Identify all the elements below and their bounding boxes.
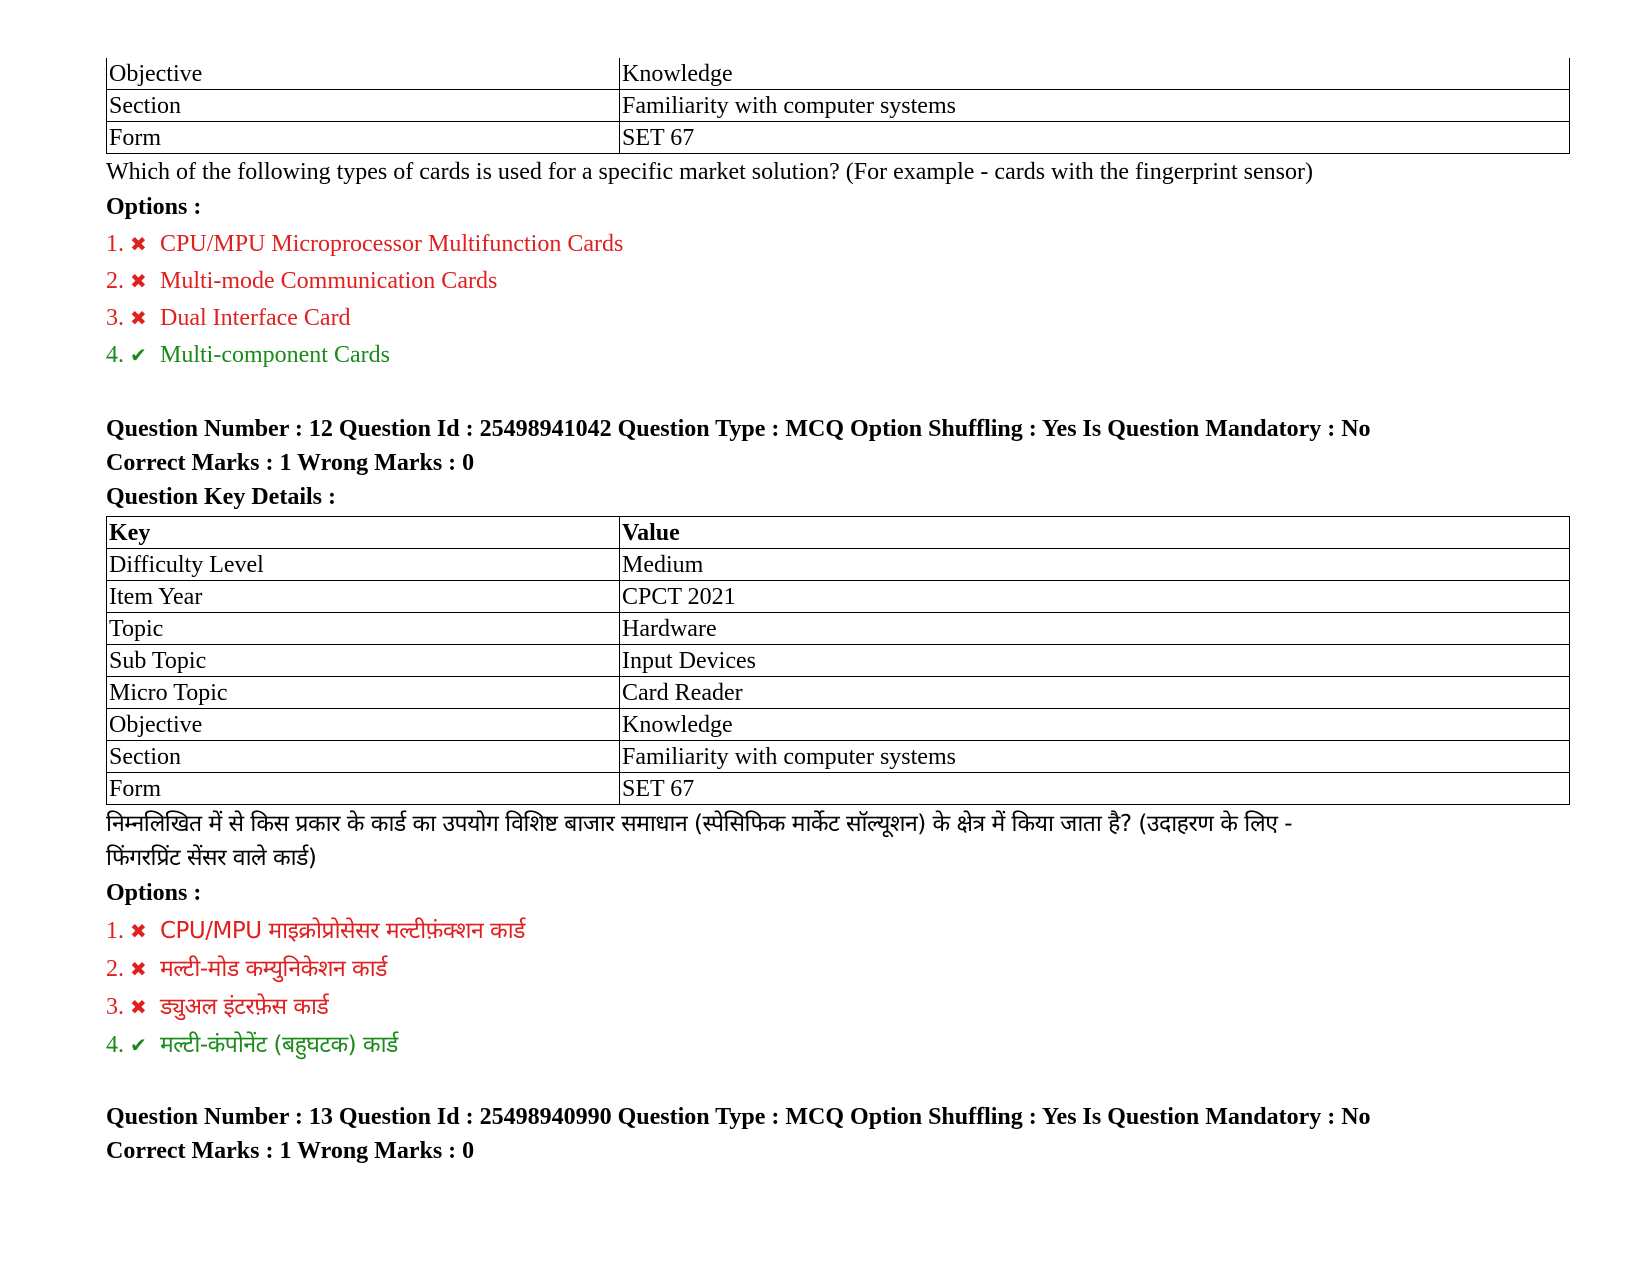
table-value-cell: Knowledge <box>620 58 1570 90</box>
option-number: 4. <box>106 1031 124 1058</box>
table-value-cell: Input Devices <box>620 645 1570 677</box>
table-key-cell: Micro Topic <box>107 677 620 709</box>
option-item <box>106 1026 1570 1064</box>
table-value-cell: Familiarity with computer systems <box>620 90 1570 122</box>
option-text: Multi-component Cards <box>160 342 390 368</box>
table-key-cell: Sub Topic <box>107 645 620 677</box>
table-value-cell: Medium <box>620 549 1570 581</box>
table-key-cell: Objective <box>107 58 620 90</box>
question-key-details-table-q11 <box>106 58 1570 154</box>
option-text: CPU/MPU माइक्रोप्रोसेसर मल्टीफ़ंक्शन कार्ड <box>160 917 525 944</box>
table-row <box>107 122 1570 154</box>
table-row <box>107 90 1570 122</box>
option-number: 4. <box>106 342 124 368</box>
question-header: Question Number : 13 Question Id : 25498940990 Question Type : MCQ Option Shuffling : Yes Is Question Mandatory : No <box>106 1104 1371 1130</box>
key-details-label: Question Key Details : <box>106 484 336 510</box>
table-value-cell: Hardware <box>620 613 1570 645</box>
table-key-cell: Objective <box>107 709 620 741</box>
options-label: Options : <box>106 194 202 220</box>
table-key-cell: Section <box>107 90 620 122</box>
cross-icon: ✖ <box>130 918 147 943</box>
options-list <box>106 912 1570 1064</box>
table-value-cell: SET 67 <box>620 773 1570 805</box>
table-key-cell: Form <box>107 773 620 805</box>
cross-icon: ✖ <box>130 994 147 1019</box>
question-text-hindi-line-1: निम्नलिखित में से किस प्रकार के कार्ड का उपयोग विशिष्ट बाजार समाधान (स्पेसिफिक मार्केट सॉल्यूशन) के क्षेत्र में किया जाता है? (उदाहरण के लिए - <box>106 811 1293 837</box>
option-text: Multi-mode Communication Cards <box>160 268 498 294</box>
options-list <box>106 226 1570 374</box>
option-text: CPU/MPU Microprocessor Multifunction Cards <box>160 231 624 257</box>
option-number: 1. <box>106 231 124 257</box>
check-icon: ✔ <box>130 343 147 367</box>
table-value-cell: CPCT 2021 <box>620 581 1570 613</box>
option-item <box>106 912 1570 950</box>
table-row <box>107 773 1570 805</box>
option-item <box>106 300 1570 337</box>
table-value-cell: SET 67 <box>620 122 1570 154</box>
table-row <box>107 709 1570 741</box>
option-item <box>106 988 1570 1026</box>
table-header-value: Value <box>620 517 1570 549</box>
option-text: मल्टी-मोड कम्युनिकेशन कार्ड <box>160 955 387 982</box>
option-number: 2. <box>106 955 124 982</box>
check-icon: ✔ <box>130 1032 147 1057</box>
option-item <box>106 950 1570 988</box>
option-text: Dual Interface Card <box>160 305 351 331</box>
cross-icon: ✖ <box>130 232 147 256</box>
question-key-details-table-q12 <box>106 516 1570 805</box>
table-key-cell: Topic <box>107 613 620 645</box>
table-row <box>107 581 1570 613</box>
option-text: ड्युअल इंटरफ़ेस कार्ड <box>160 993 329 1020</box>
options-label: Options : <box>106 880 202 906</box>
option-number: 3. <box>106 993 124 1020</box>
question-header: Question Number : 12 Question Id : 25498941042 Question Type : MCQ Option Shuffling : Yes Is Question Mandatory : No <box>106 416 1371 442</box>
question-text-english: Which of the following types of cards is used for a specific market solution? (For example - cards with the fingerprint sensor) <box>106 159 1313 185</box>
question-text-hindi-line-2: फिंगरप्रिंट सेंसर वाले कार्ड) <box>106 845 317 871</box>
option-number: 2. <box>106 268 124 294</box>
option-item <box>106 226 1570 263</box>
table-row <box>107 58 1570 90</box>
question-marks: Correct Marks : 1 Wrong Marks : 0 <box>106 1138 475 1164</box>
option-item <box>106 337 1570 374</box>
table-header-row <box>107 517 1570 549</box>
cross-icon: ✖ <box>130 269 147 293</box>
table-key-cell: Item Year <box>107 581 620 613</box>
option-text: मल्टी-कंपोनेंट (बहुघटक) कार्ड <box>160 1031 398 1058</box>
cross-icon: ✖ <box>130 956 147 981</box>
table-row <box>107 741 1570 773</box>
table-row <box>107 645 1570 677</box>
table-row <box>107 549 1570 581</box>
option-item <box>106 263 1570 300</box>
option-number: 1. <box>106 917 124 944</box>
document-page <box>106 58 1570 1168</box>
table-header-key: Key <box>107 517 620 549</box>
cross-icon: ✖ <box>130 306 147 330</box>
table-value-cell: Card Reader <box>620 677 1570 709</box>
table-key-cell: Form <box>107 122 620 154</box>
question-marks: Correct Marks : 1 Wrong Marks : 0 <box>106 450 475 476</box>
table-key-cell: Section <box>107 741 620 773</box>
option-number: 3. <box>106 305 124 331</box>
table-value-cell: Knowledge <box>620 709 1570 741</box>
table-key-cell: Difficulty Level <box>107 549 620 581</box>
table-row <box>107 677 1570 709</box>
table-row <box>107 613 1570 645</box>
table-value-cell: Familiarity with computer systems <box>620 741 1570 773</box>
